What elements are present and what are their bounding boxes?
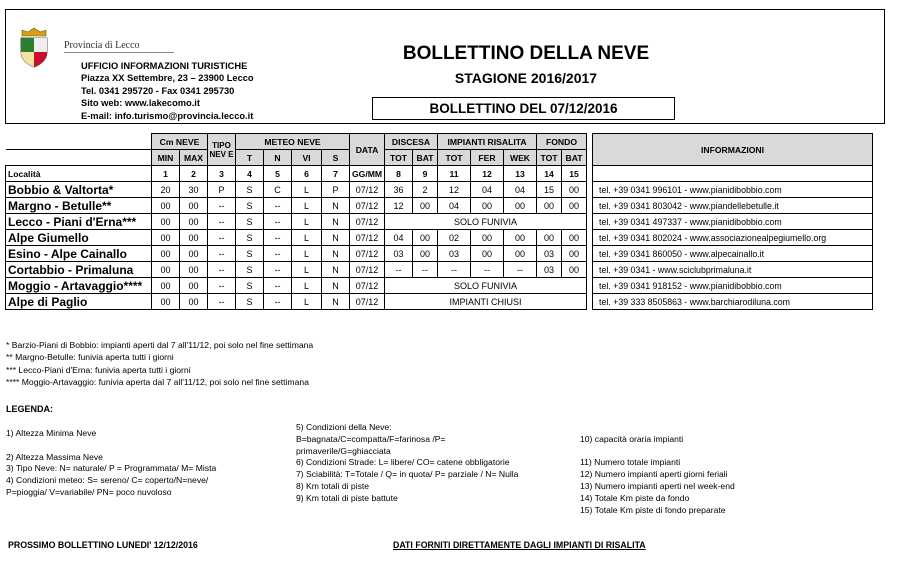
sub-header: FER (471, 150, 504, 166)
data-cell: 00 (504, 230, 537, 246)
corner-cell (6, 134, 152, 150)
merged-status-cell: SOLO FUNIVIA (385, 214, 587, 230)
office-line: Piazza XX Settembre, 23 – 23900 Lecco (81, 73, 254, 84)
data-cell: P (322, 182, 350, 198)
data-cell: N (322, 246, 350, 262)
data-cell: -- (438, 262, 471, 278)
data-cell: -- (504, 262, 537, 278)
data-cell: N (322, 278, 350, 294)
season-subtitle: STAGIONE 2016/2017 (454, 70, 598, 86)
legend-column-1 (6, 428, 216, 499)
data-cell: 00 (413, 246, 438, 262)
data-cell: L (292, 198, 322, 214)
province-name: Provincia di Lecco (64, 40, 140, 51)
column-number: 11 (438, 166, 471, 182)
data-cell: S (236, 214, 264, 230)
legend-item: 12) Numero impianti aperti giorni feriali (580, 469, 728, 480)
legend-item (580, 446, 735, 458)
table-row (6, 294, 873, 310)
column-number: 2 (180, 166, 208, 182)
data-cell: -- (208, 262, 236, 278)
data-cell: -- (208, 246, 236, 262)
meteo-neve-header: METEO NEVE (236, 134, 350, 150)
data-cell: 2 (413, 182, 438, 198)
data-cell: 00 (180, 278, 208, 294)
locality-name: Bobbio & Valtorta* (6, 182, 152, 198)
contact-info: tel. +39 0341 803042 - www.piandellebetulle.it (593, 198, 873, 214)
data-cell: 07/12 (350, 246, 385, 262)
sub-header: BAT (413, 150, 438, 166)
sub-header: TOT (537, 150, 562, 166)
data-cell: 07/12 (350, 294, 385, 310)
group-header-row (6, 134, 873, 150)
data-cell: -- (208, 214, 236, 230)
tipo-neve-header: TIPO NEV E (208, 134, 236, 166)
data-source-note: DATI FORNITI DIRETTAMENTE DAGLI IMPIANTI DI RISALITA (393, 540, 646, 550)
data-cell: 00 (562, 246, 587, 262)
office-line: UFFICIO INFORMAZIONI TURISTICHE (81, 61, 248, 71)
table-row (6, 182, 873, 198)
data-cell: 03 (385, 246, 413, 262)
page-title: BOLLETTINO DELLA NEVE (402, 43, 650, 64)
snow-report-table (5, 133, 873, 310)
data-cell: 00 (413, 230, 438, 246)
column-number: 5 (264, 166, 292, 182)
data-cell: 00 (180, 246, 208, 262)
data-cell: 00 (471, 246, 504, 262)
data-cell: 00 (180, 230, 208, 246)
table-row (6, 230, 873, 246)
column-number-row (6, 166, 873, 182)
data-cell: -- (264, 198, 292, 214)
legend-item: 9) Km totali di piste battute (296, 492, 398, 503)
legend-item: 2) Altezza Massima Neve (6, 451, 103, 462)
next-bulletin-note: PROSSIMO BOLLETTINO LUNEDI' 12/12/2016 (8, 540, 198, 550)
contact-info: tel. +39 333 8505863 - www.barchiarodiluna.com (593, 294, 873, 310)
impianti-header: IMPIANTI RISALITA (438, 134, 537, 150)
sub-header: VI (292, 150, 322, 166)
locality-name: Alpe Giumello (6, 230, 152, 246)
footnote: ** Margno-Betulle: funivia aperta tutti i giorni (6, 352, 174, 363)
contact-info: tel. +39 0341 860050 - www.alpecainallo.it (593, 246, 873, 262)
info-cell (593, 166, 873, 182)
locality-name: Lecco - Piani d'Erna*** (6, 214, 152, 230)
contact-info: tel. +39 0341 497337 - www.pianidibobbio.com (593, 214, 873, 230)
data-cell: S (236, 230, 264, 246)
legend-item: 6) Condizioni Strade: L= libere/ CO= catene obbligatorie (296, 457, 510, 468)
sub-header: MAX (180, 150, 208, 166)
data-cell: L (292, 230, 322, 246)
data-cell: 00 (562, 262, 587, 278)
data-cell: N (322, 294, 350, 310)
legend-item: 10) capacità oraria impianti (580, 433, 684, 444)
office-line: Tel. 0341 295720 - Fax 0341 295730 (81, 85, 235, 96)
data-cell: S (236, 198, 264, 214)
data-cell: -- (264, 246, 292, 262)
data-cell: S (236, 262, 264, 278)
data-cell: -- (264, 262, 292, 278)
data-cell: 04 (504, 182, 537, 198)
sub-header: N (264, 150, 292, 166)
informazioni-header: INFORMAZIONI (593, 134, 873, 166)
column-number: 9 (413, 166, 438, 182)
merged-status-cell: IMPIANTI CHIUSI (385, 294, 587, 310)
legend-item: primaverile/G=ghiacciata (296, 445, 391, 456)
cm-neve-header: Cm NEVE (152, 134, 208, 150)
data-cell: L (292, 262, 322, 278)
data-cell: S (236, 246, 264, 262)
office-line: E-mail: info.turismo@provincia.lecco.it (81, 110, 254, 121)
column-number: 7 (322, 166, 350, 182)
table-row (6, 214, 873, 230)
legend-item: 11) Numero totale impianti (580, 457, 681, 468)
data-cell: N (322, 262, 350, 278)
column-number: 14 (537, 166, 562, 182)
footnote: * Barzio-Piani di Bobbio: impianti aperti dal 7 all'11/12, poi solo nel fine settimana (6, 340, 314, 350)
data-cell: L (292, 182, 322, 198)
locality-name: Moggio - Artavaggio**** (6, 278, 152, 294)
data-cell: 00 (152, 278, 180, 294)
legend-item: 8) Km totali di piste (296, 480, 370, 491)
legend-item: 13) Numero impianti aperti nel week-end (580, 480, 735, 491)
data-cell: 00 (562, 182, 587, 198)
column-number: GG/MM (350, 166, 385, 182)
data-cell: 00 (562, 230, 587, 246)
data-cell: 00 (152, 262, 180, 278)
data-cell: C (264, 182, 292, 198)
table-row (6, 246, 873, 262)
data-cell: P (208, 182, 236, 198)
data-cell: 00 (152, 230, 180, 246)
table-row (6, 198, 873, 214)
data-cell: 00 (504, 198, 537, 214)
sub-header: TOT (438, 150, 471, 166)
table-row (6, 278, 873, 294)
legend-column-3 (580, 422, 735, 516)
sub-header: T (236, 150, 264, 166)
data-cell: 15 (537, 182, 562, 198)
data-cell: L (292, 278, 322, 294)
data-cell: -- (208, 198, 236, 214)
data-cell: 00 (152, 294, 180, 310)
data-cell: 00 (537, 230, 562, 246)
data-cell: 07/12 (350, 278, 385, 294)
column-number: 12 (471, 166, 504, 182)
data-cell: 00 (471, 198, 504, 214)
column-number: 3 (208, 166, 236, 182)
data-cell: 07/12 (350, 214, 385, 230)
sub-header: MIN (152, 150, 180, 166)
legend-column-2 (296, 422, 518, 505)
office-address (81, 60, 254, 122)
data-cell: -- (264, 214, 292, 230)
legend-item: 5) Condizioni della Neve: (296, 422, 392, 432)
data-cell: 02 (438, 230, 471, 246)
footnote: *** Lecco-Piani d'Erna: funivia aperta tutti i giorni (6, 364, 191, 375)
sub-header: WEK (504, 150, 537, 166)
header-box (5, 9, 885, 124)
data-cell: 00 (180, 214, 208, 230)
merged-status-cell: SOLO FUNIVIA (385, 278, 587, 294)
footnote: **** Moggio-Artavaggio: funivia aperta dal 7 all'11/12, poi solo nel fine settimana (6, 377, 309, 388)
data-cell: -- (264, 294, 292, 310)
data-cell: 12 (385, 198, 413, 214)
data-cell: L (292, 214, 322, 230)
contact-info: tel. +39 0341 918152 - www.pianidibobbio.com (593, 278, 873, 294)
data-cell: 20 (152, 182, 180, 198)
data-cell: 00 (562, 198, 587, 214)
column-number: 6 (292, 166, 322, 182)
locality-name: Alpe di Paglio (6, 294, 152, 310)
data-cell: L (292, 246, 322, 262)
corner-cell (6, 150, 152, 166)
data-cell: N (322, 230, 350, 246)
data-cell: 07/12 (350, 262, 385, 278)
data-cell: S (236, 294, 264, 310)
table-row (6, 262, 873, 278)
data-cell: 03 (537, 262, 562, 278)
legend-item (580, 422, 735, 434)
legend-item: 14) Totale Km piste da fondo (580, 492, 690, 503)
legend-item: 3) Tipo Neve: N= naturale/ P = Programmata/ M= Mista (6, 463, 217, 474)
data-cell: 00 (152, 214, 180, 230)
data-cell: N (322, 214, 350, 230)
data-cell: -- (208, 278, 236, 294)
data-header: DATA (350, 134, 385, 166)
legend-item: B=bagnata/C=compatta/F=farinosa /P= (296, 433, 446, 444)
data-cell: 00 (413, 198, 438, 214)
contact-info: tel. +39 0341 802024 - www.associazionealpegiumello.org (593, 230, 873, 246)
column-number: 13 (504, 166, 537, 182)
legend-item: 7) Sciabilità: T=Totale / Q= in quota/ P= parziale / N= Nulla (296, 469, 519, 480)
contact-info: tel. +39 0341 - www.sciclubprimaluna.it (593, 262, 873, 278)
data-cell: 07/12 (350, 198, 385, 214)
data-cell: S (236, 182, 264, 198)
sub-header: BAT (562, 150, 587, 166)
province-rule (64, 52, 174, 53)
data-cell: -- (264, 230, 292, 246)
data-cell: -- (385, 262, 413, 278)
data-cell: 36 (385, 182, 413, 198)
data-cell: 00 (180, 198, 208, 214)
fondo-header: FONDO (537, 134, 587, 150)
data-cell: 07/12 (350, 182, 385, 198)
data-cell: 04 (471, 182, 504, 198)
data-cell: 12 (438, 182, 471, 198)
column-number: 1 (152, 166, 180, 182)
column-number: 15 (562, 166, 587, 182)
sub-header: TOT (385, 150, 413, 166)
data-cell: -- (471, 262, 504, 278)
legend-item: 4) Condizioni meteo: S= sereno/ C= coperto/N=neve/ (6, 475, 209, 486)
locality-name: Margno - Betulle** (6, 198, 152, 214)
data-cell: -- (413, 262, 438, 278)
data-cell: 04 (385, 230, 413, 246)
legend-item: P=pioggia/ V=variabile/ PN= poco nuvoloso (6, 486, 172, 497)
bulletin-date-box: BOLLETTINO DEL 07/12/2016 (372, 97, 675, 120)
localita-label: Località (6, 166, 152, 182)
data-cell: 30 (180, 182, 208, 198)
sub-header: S (322, 150, 350, 166)
column-number: 4 (236, 166, 264, 182)
office-line: Sito web: www.lakecomo.it (81, 98, 200, 109)
data-cell: -- (208, 294, 236, 310)
legend-item: 15) Totale Km piste di fondo preparate (580, 504, 726, 515)
data-cell: -- (264, 278, 292, 294)
data-cell: 00 (152, 198, 180, 214)
data-cell: L (292, 294, 322, 310)
legend-title: LEGENDA: (6, 404, 53, 414)
legend-item: 1) Altezza Minima Neve (6, 428, 97, 438)
data-cell: 04 (438, 198, 471, 214)
data-cell: 00 (152, 246, 180, 262)
data-cell: 03 (537, 246, 562, 262)
data-cell: 00 (180, 262, 208, 278)
column-number: 8 (385, 166, 413, 182)
data-cell: 03 (438, 246, 471, 262)
legend-item (6, 440, 216, 452)
contact-info: tel. +39 0341 996101 - www.pianidibobbio.com (593, 182, 873, 198)
data-cell: S (236, 278, 264, 294)
data-cell: 07/12 (350, 230, 385, 246)
data-cell: 00 (504, 246, 537, 262)
data-cell: 00 (471, 230, 504, 246)
locality-name: Esino - Alpe Cainallo (6, 246, 152, 262)
footnotes (6, 339, 313, 389)
discesa-header: DISCESA (385, 134, 438, 150)
locality-name: Cortabbio - Primaluna (6, 262, 152, 278)
data-cell: 00 (537, 198, 562, 214)
data-cell: N (322, 198, 350, 214)
province-crest-icon (16, 24, 52, 68)
data-cell: -- (208, 230, 236, 246)
data-cell: 00 (180, 294, 208, 310)
